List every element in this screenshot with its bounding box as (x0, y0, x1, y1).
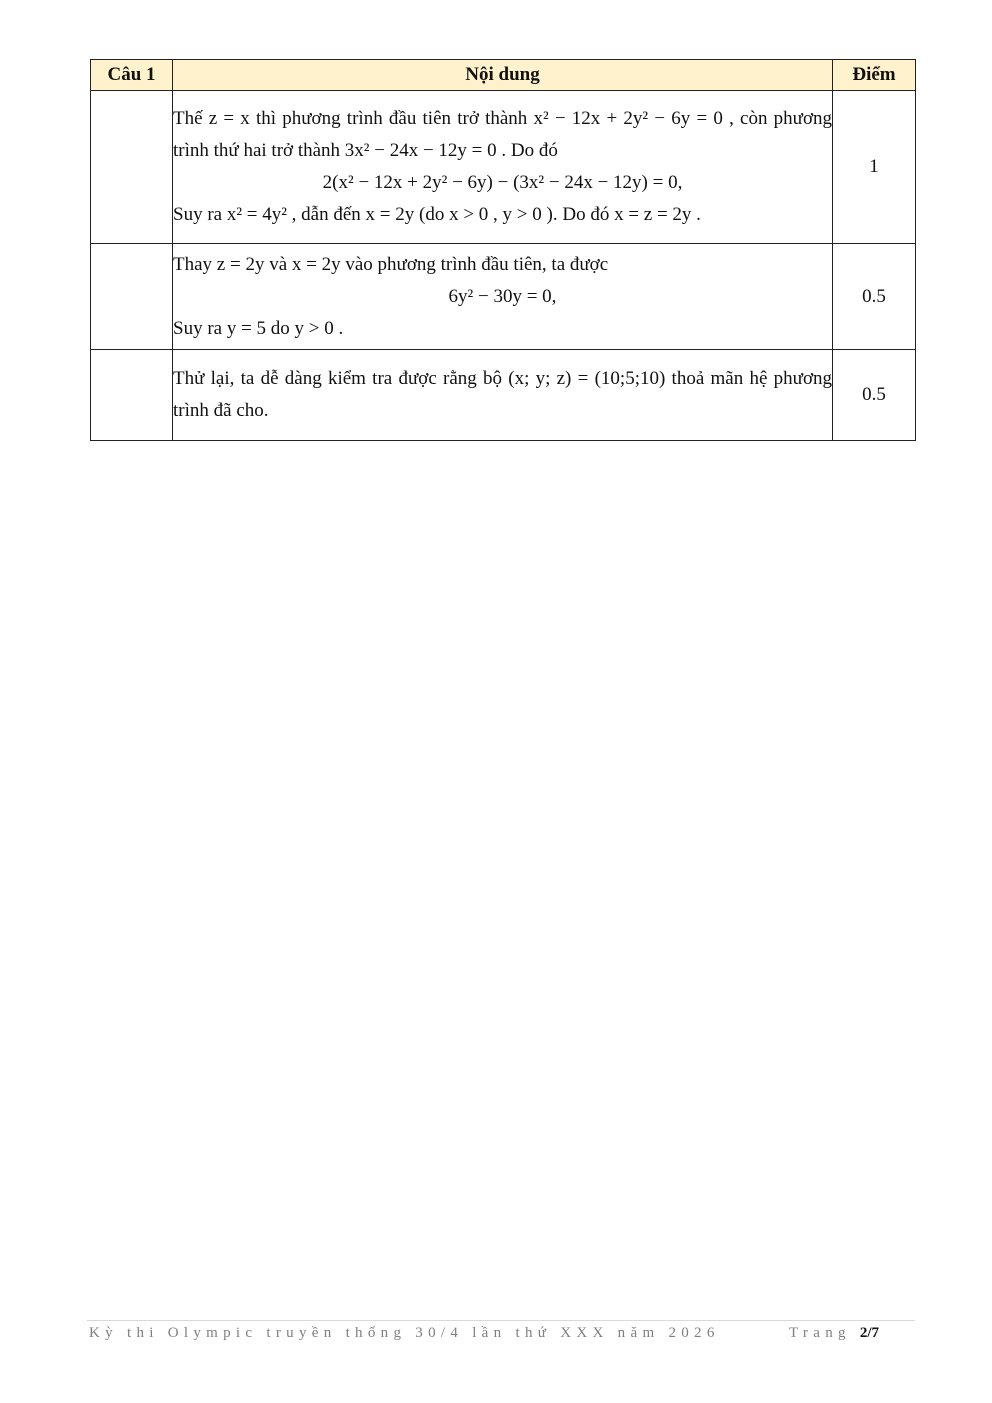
table-row (91, 91, 916, 244)
header-question: Câu 1 (91, 60, 173, 91)
footer-page-number: 2/7 (859, 1325, 880, 1341)
solution-table (90, 59, 916, 441)
content-cell (173, 244, 833, 350)
score-cell: 0.5 (833, 244, 916, 350)
table-header-row (91, 60, 916, 91)
content-line: Suy ra y = 5 do y > 0 . (173, 317, 344, 339)
content-cell (173, 350, 833, 441)
header-score: Điểm (833, 60, 916, 91)
equation-line: 6y² − 30y = 0, (448, 285, 557, 307)
question-cell (91, 244, 173, 350)
page-footer (87, 1320, 915, 1347)
table-row (91, 350, 916, 441)
content-cell (173, 91, 833, 244)
content-line: Thử lại, ta dễ dàng kiểm tra được rằng bộ (x; y; z) = (10;5;10) thoả mãn hệ phương trình đã cho. (173, 368, 832, 421)
question-cell (91, 350, 173, 441)
content-line: Suy ra x² = 4y² , dẫn đến x = 2y (do x > 0 , y > 0 ). Do đó x = z = 2y . (173, 204, 701, 225)
table-row (91, 244, 916, 350)
header-content: Nội dung (173, 60, 833, 91)
equation-line: 2(x² − 12x + 2y² − 6y) − (3x² − 24x − 12y) = 0, (322, 172, 683, 193)
content-line: Thế z = x thì phương trình đầu tiên trở thành x² − 12x + 2y² − 6y = 0 , còn phương trình thứ hai trở thành 3x² − 24x − 12y = 0 . Do đó (173, 108, 832, 161)
footer-exam-title: Kỳ thi Olympic truyền thống 30/4 lần thứ XXX năm 2026 (89, 1325, 720, 1341)
score-cell: 1 (833, 91, 916, 244)
content-line: Thay z = 2y và x = 2y vào phương trình đầu tiên, ta được (173, 253, 609, 275)
footer-page-info (789, 1325, 879, 1342)
question-cell (91, 91, 173, 244)
footer-page-label: Trang (789, 1325, 851, 1341)
score-cell: 0.5 (833, 350, 916, 441)
